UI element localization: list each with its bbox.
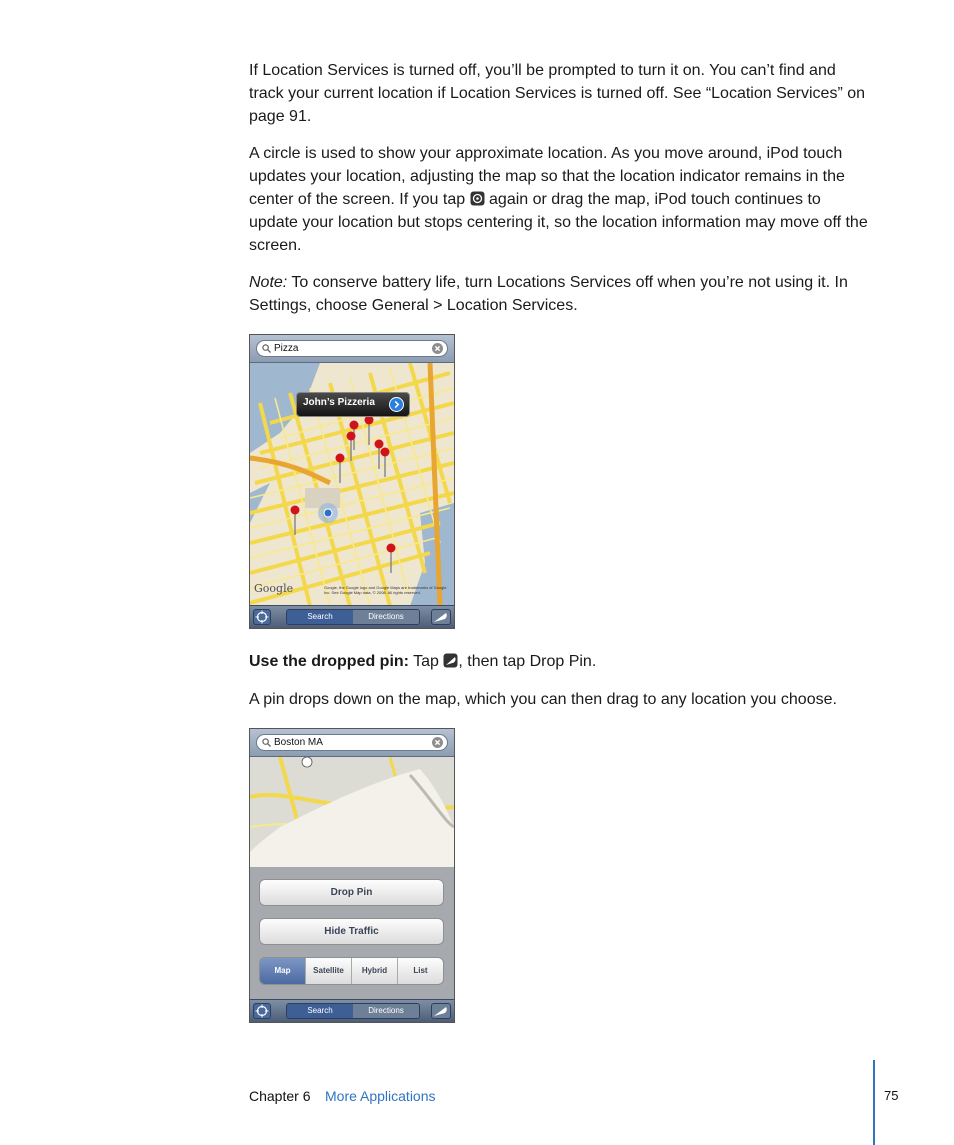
map-options-screenshot xyxy=(249,728,455,1023)
paragraph-location-circle-start: A circle is used to show your approximate location. As you move around, iPod touch updates your location, adjusting the map so that the location indicator remains in the center of the screen. If you tap xyxy=(249,145,845,208)
clear-icon[interactable] xyxy=(432,737,443,748)
map-pin[interactable] xyxy=(364,415,374,445)
paragraph-location-circle xyxy=(249,142,869,257)
search-icon xyxy=(262,738,271,747)
map-pin[interactable] xyxy=(380,447,390,477)
disclosure-icon[interactable] xyxy=(389,397,404,412)
map-type-satellite[interactable]: Satellite xyxy=(305,958,351,984)
page-curl-icon xyxy=(443,653,458,668)
paragraph-location-services-off: If Location Services is turned off, you’ll be prompted to turn it on. You can’t find and track your current location if Location Services is turned off. See “Location Services” on page 91. xyxy=(249,62,866,125)
map-copyright: Google, the Google logo and Google Maps are trademarks of Google Inc. See Google Map data, © 2008. All rights reserved. xyxy=(324,585,447,595)
search-bar xyxy=(250,729,454,757)
dropped-pin-paragraph xyxy=(249,650,869,673)
search-field[interactable] xyxy=(256,734,448,751)
google-logo: Google xyxy=(254,582,294,595)
locate-button[interactable] xyxy=(253,1003,271,1019)
page-number: 75 xyxy=(884,1088,899,1103)
map-pin[interactable] xyxy=(346,431,356,461)
map-pin[interactable] xyxy=(335,453,345,483)
search-tab[interactable]: Search xyxy=(287,1004,353,1018)
footer-chapter: Chapter 6 xyxy=(249,1088,311,1104)
map-type-segmented xyxy=(259,957,444,985)
locate-button[interactable] xyxy=(253,609,271,625)
drop-pin-button[interactable]: Drop Pin xyxy=(259,879,444,906)
dropped-pin-tap: Tap xyxy=(413,653,439,670)
callout-title: John’s Pizzeria xyxy=(303,397,375,408)
pin-callout[interactable] xyxy=(296,392,410,417)
page-curl-button[interactable] xyxy=(431,609,451,625)
page-curl-icon xyxy=(432,1004,450,1018)
search-icon xyxy=(262,344,271,353)
search-field[interactable] xyxy=(256,340,448,357)
bottom-toolbar xyxy=(250,605,454,628)
search-tab[interactable]: Search xyxy=(287,610,353,624)
search-directions-segmented xyxy=(286,1003,420,1019)
search-bar xyxy=(250,335,454,363)
dropped-pin-then: , then tap Drop Pin. xyxy=(458,653,597,670)
dropped-pin-label: Use the dropped pin: xyxy=(249,653,409,670)
note-label: Note: xyxy=(249,274,288,291)
search-query: Pizza xyxy=(274,343,299,354)
crosshair-icon xyxy=(254,1004,270,1018)
tracking-button-icon xyxy=(470,191,485,206)
map-type-hybrid[interactable]: Hybrid xyxy=(351,958,397,984)
note-paragraph xyxy=(249,271,869,317)
pizza-search-screenshot xyxy=(249,334,455,629)
footer-section-link[interactable]: More Applications xyxy=(325,1088,436,1104)
map-pin[interactable] xyxy=(290,505,300,535)
directions-tab[interactable]: Directions xyxy=(353,1004,419,1018)
note-text: To conserve battery life, turn Locations Services off when you’re not using it. In Settings, choose General > Location Services. xyxy=(249,274,848,314)
bottom-toolbar xyxy=(250,999,454,1022)
page-curl-button[interactable] xyxy=(431,1003,451,1019)
map-type-list[interactable]: List xyxy=(397,958,443,984)
search-directions-segmented xyxy=(286,609,420,625)
map-pin[interactable] xyxy=(386,543,396,573)
search-query: Boston MA xyxy=(274,737,323,748)
paragraph-location-circle-end: again or drag the map, iPod touch continues to update your location but stops centering it, so the location information may move off the screen. xyxy=(249,191,868,254)
pin-drops-paragraph: A pin drops down on the map, which you can then drag to any location you choose. xyxy=(249,691,837,708)
clear-icon[interactable] xyxy=(432,343,443,354)
footer-divider xyxy=(873,1060,875,1145)
crosshair-icon xyxy=(254,610,270,624)
directions-tab[interactable]: Directions xyxy=(353,610,419,624)
page-curl-icon xyxy=(432,610,450,624)
map-type-map[interactable]: Map xyxy=(260,958,305,984)
hide-traffic-button[interactable]: Hide Traffic xyxy=(259,918,444,945)
